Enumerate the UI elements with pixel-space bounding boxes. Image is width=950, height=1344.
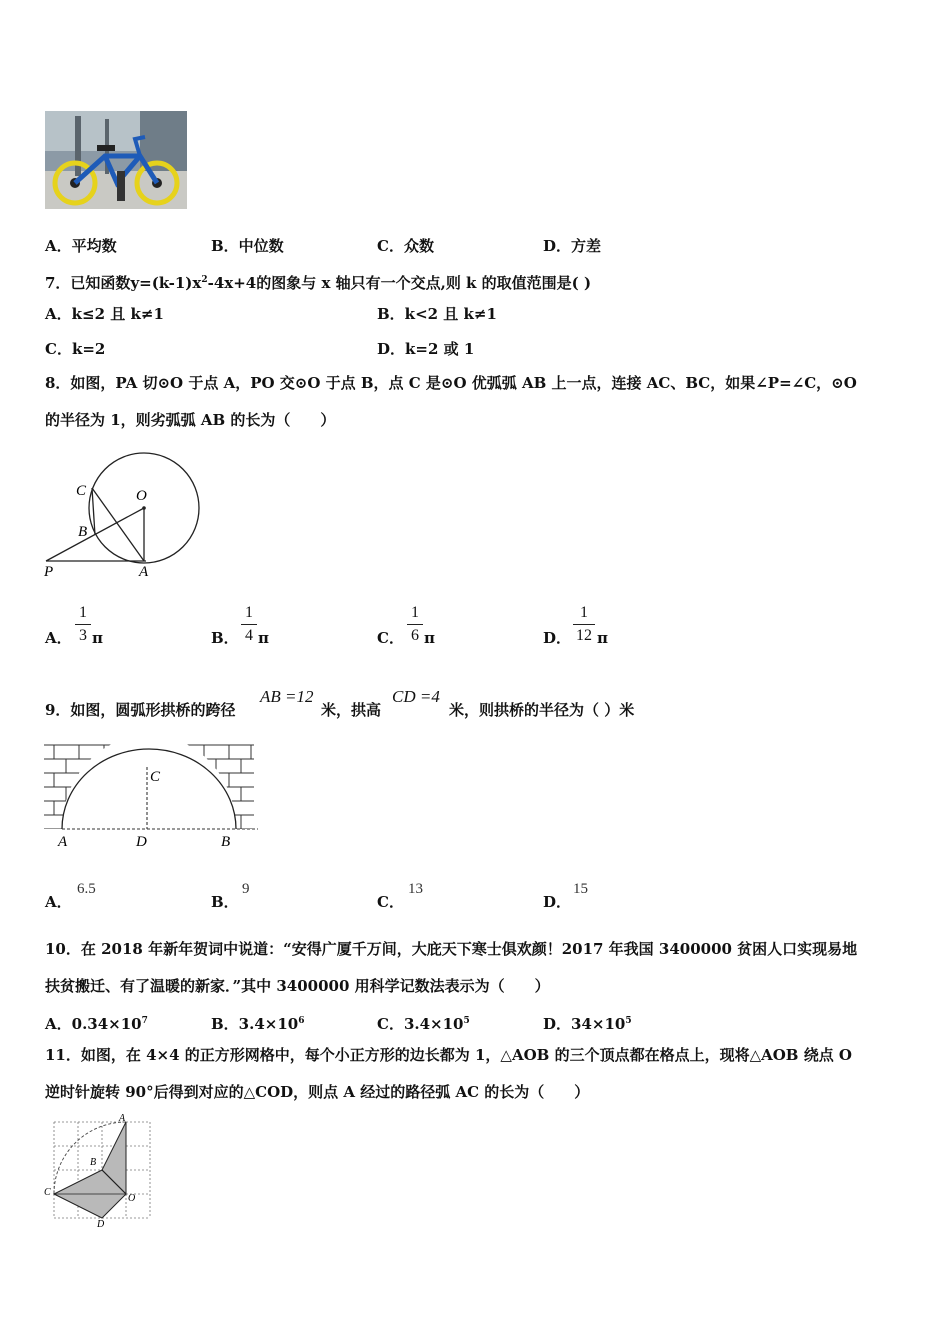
q9-option-c-letter: C． xyxy=(377,893,404,911)
q9-arch xyxy=(62,749,236,829)
q10-option-b-exp: 6 xyxy=(298,1016,305,1026)
q10-option-a-base: A．0.34×10 xyxy=(45,1015,142,1033)
bicycle-photo xyxy=(45,111,187,209)
q11-label-b: B xyxy=(90,1157,97,1168)
q7-function-exponent: 2 xyxy=(201,275,208,285)
q8-circle-tangent-figure xyxy=(43,448,205,580)
q8-option-d-fraction xyxy=(573,604,595,645)
q9-label-d: D xyxy=(136,834,147,850)
q8-stem-line1: 8．如图，PA 切⊙O 于点 A，PO 交⊙O 于点 B，点 C 是⊙O 优弧弧 AB 上一点，连接 AC、BC，如果∠P=∠C，⊙O xyxy=(45,374,857,392)
q9-stem-b: 米，拱高 xyxy=(321,701,382,719)
q8-option-b-pi: π xyxy=(258,629,269,647)
q8-stem-line2: 的半径为 1，则劣弧弧 AB 的长为（ ） xyxy=(45,411,336,429)
q10-option-c xyxy=(377,1011,470,1034)
q11-stem-line1: 11．如图，在 4×4 的正方形网格中，每个小正方形的边长都为 1，△AOB 的三个顶点都在格点上，现将△AOB 绕点 O xyxy=(45,1046,852,1064)
q11-label-o: O xyxy=(128,1193,136,1204)
q8-label-p: P xyxy=(44,564,54,580)
q8-label-b: B xyxy=(78,524,88,540)
q9-option-d-value: 15 xyxy=(573,881,588,897)
q8-option-c-fraction xyxy=(407,604,423,645)
q6-option-c: C．众数 xyxy=(377,237,434,255)
q10-option-a xyxy=(45,1011,148,1034)
q7-option-b: B．k<2 且 k≠1 xyxy=(377,305,497,323)
q9-ab-expression: AB =12 xyxy=(260,687,314,706)
q7-option-a: A．k≤2 且 k≠1 xyxy=(45,305,164,323)
q8-option-a-fraction xyxy=(75,604,91,645)
q8-option-c-num: 1 xyxy=(411,604,419,621)
q8-center-dot xyxy=(142,506,146,510)
q10-option-b-base: B．3.4×10 xyxy=(211,1015,299,1033)
q8-label-a: A xyxy=(139,564,149,580)
q8-option-b-den: 4 xyxy=(245,627,253,644)
q8-option-a-letter: A． xyxy=(45,629,72,647)
q6-option-b: B．中位数 xyxy=(211,237,284,255)
q11-label-a: A xyxy=(119,1113,126,1124)
q9-option-a-letter: A． xyxy=(45,893,72,911)
q9-option-a-value: 6.5 xyxy=(77,881,96,897)
q8-option-d-letter: D． xyxy=(543,629,572,647)
q8-option-d-num: 1 xyxy=(580,604,588,621)
q10-stem-line1: 10．在 2018 年新年贺词中说道：“安得广厦千万间，大庇天下寒士俱欢颜！2017 年我国 3400000 贫困人口实现易地 xyxy=(45,940,858,958)
q8-option-c-den: 6 xyxy=(411,627,419,644)
q7-stem xyxy=(45,270,591,293)
q10-option-b xyxy=(211,1011,304,1034)
q10-option-d xyxy=(543,1011,632,1034)
q9-option-d-letter: D． xyxy=(543,893,572,911)
q11-stem-line2: 逆时针旋转 90°后得到对应的△COD，则点 A 经过的路径弧 AC 的长为（ ） xyxy=(45,1083,590,1101)
q7-function-rest: -4x+4 xyxy=(207,274,257,292)
q9-stem-a: 9．如图，圆弧形拱桥的跨径 xyxy=(45,701,236,719)
q10-option-a-exp: 7 xyxy=(141,1016,148,1026)
q7-option-c: C．k=2 xyxy=(45,340,106,358)
q8-label-c: C xyxy=(76,483,87,499)
q9-label-b: B xyxy=(221,834,231,850)
q10-stem-line2: 扶贫搬迁、有了温暖的新家．”其中 3400000 用科学记数法表示为（ ） xyxy=(45,977,550,995)
q8-option-b-num: 1 xyxy=(245,604,253,621)
q6-option-a: A．平均数 xyxy=(45,237,117,255)
q10-option-c-exp: 5 xyxy=(463,1016,470,1026)
q9-option-c-value: 13 xyxy=(408,881,423,897)
q7-stem-suffix: 的图象与 x 轴只有一个交点,则 k 的取值范围是( ) xyxy=(256,274,592,292)
q9-stem-c: 米，则拱桥的半径为（ ）米 xyxy=(449,701,635,719)
q8-option-b-letter: B． xyxy=(211,629,239,647)
q6-option-d: D．方差 xyxy=(543,237,602,255)
q7-stem-prefix: 7．已知函数 xyxy=(45,274,131,292)
q7-function: y=(k-1)x xyxy=(130,274,202,292)
q7-option-d: D．k=2 或 1 xyxy=(377,340,475,358)
q8-option-a-num: 1 xyxy=(79,604,87,621)
q10-option-c-base: C．3.4×10 xyxy=(377,1015,464,1033)
q9-option-b-value: 9 xyxy=(242,881,250,897)
q8-option-a-pi: π xyxy=(92,629,103,647)
q11-label-c: C xyxy=(44,1187,51,1198)
q8-option-c-letter: C． xyxy=(377,629,404,647)
q9-label-a: A xyxy=(58,834,68,850)
q9-option-b-letter: B． xyxy=(211,893,239,911)
q8-option-c-pi: π xyxy=(424,629,435,647)
q9-label-c: C xyxy=(150,769,161,785)
q8-option-a-den: 3 xyxy=(79,627,87,644)
q9-cd-expression: CD =4 xyxy=(392,687,440,706)
q10-option-d-base: D．34×10 xyxy=(543,1015,626,1033)
q11-grid-rotation-figure xyxy=(42,1112,154,1228)
q8-option-b-fraction xyxy=(241,604,257,645)
q11-label-d: D xyxy=(97,1219,105,1228)
q8-option-d-den: 12 xyxy=(576,627,592,644)
q9-arch-bridge-figure xyxy=(44,742,260,852)
q10-option-d-exp: 5 xyxy=(625,1016,632,1026)
q8-option-d-pi: π xyxy=(597,629,608,647)
q8-label-o: O xyxy=(136,488,147,504)
